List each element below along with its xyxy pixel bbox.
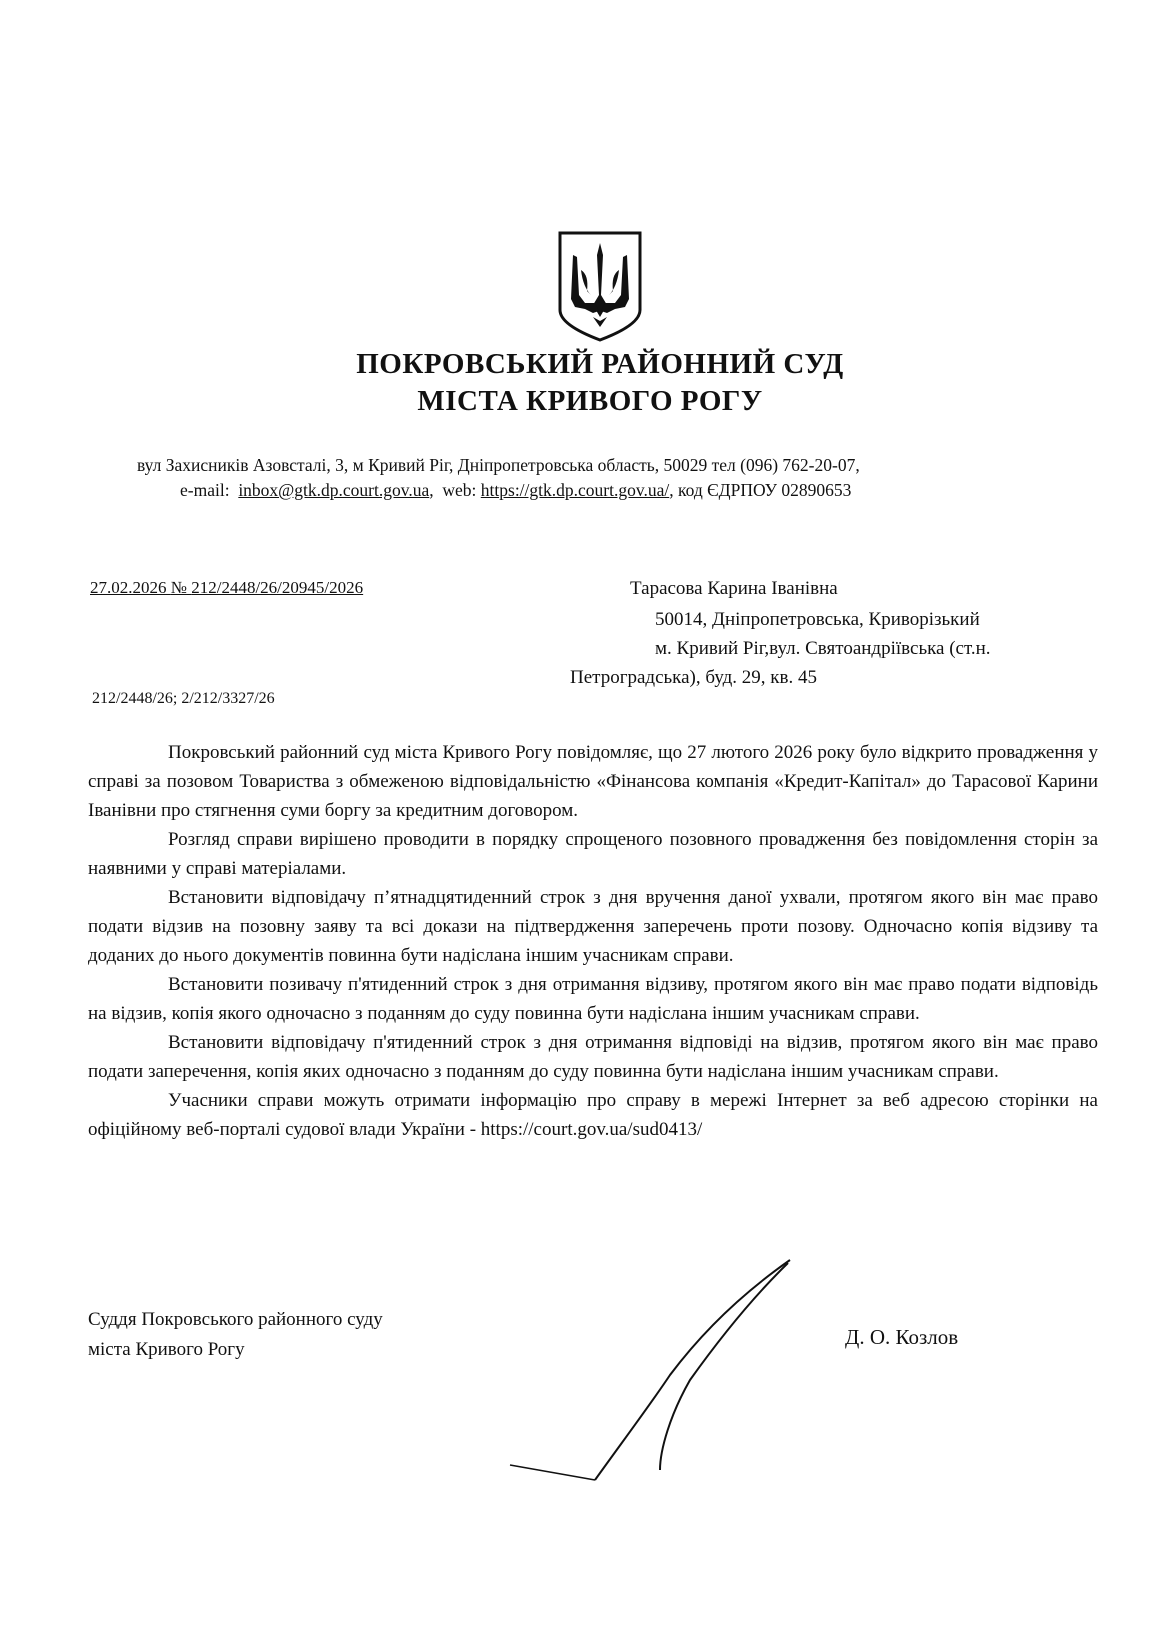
body-paragraph: Розгляд справи вирішено проводити в порядку спрощеного позовного провадження без повідомлення сторін за наявними у справі матеріалами. xyxy=(88,829,1098,879)
court-address: вул Захисників Азовсталі, 3, м Кривий Ріг, Дніпропетровська область, 50029 тел (096) 762-20-07, xyxy=(137,455,860,475)
email-link[interactable]: inbox@gtk.dp.court.gov.ua xyxy=(238,480,430,500)
recipient-address-line: м. Кривий Ріг,вул. Святоандріївська (ст.н. xyxy=(655,638,991,659)
court-contacts: e-mail: inbox@gtk.dp.court.gov.ua, web: https://gtk.dp.court.gov.ua/, код ЄДРПОУ 02890653 xyxy=(180,480,852,500)
body-paragraph: Покровський районний суд міста Кривого Рогу повідомляє, що 27 лютого 2026 року було відкрито провадження у справі за позовом Товариства з обмеженою відповідальністю «Фінансова компанія «Кредит-Капітал» до Тарасової Карини Іванівни про стягнення суми боргу за кредитним договором. xyxy=(88,742,1098,821)
body-paragraph: Встановити відповідачу п'ятиденний строк з дня отримання відповіді на відзив, протягом якого він має право подати заперечення, копія яких одночасно з поданням до суду повинна бути надіслана іншим учасникам справи. xyxy=(88,1032,1098,1082)
recipient-address-line: 50014, Дніпропетровська, Криворізький xyxy=(655,609,980,630)
web-link[interactable]: https://gtk.dp.court.gov.ua/ xyxy=(480,480,670,500)
notice-body xyxy=(88,738,1098,1144)
judge-title-line: Суддя Покровського районного суду xyxy=(88,1309,383,1330)
reference-number: 212/2448/26/20945/2026 xyxy=(191,578,364,597)
judge-name: Д. О. Козлов xyxy=(845,1325,959,1349)
email-label: e-mail: xyxy=(180,480,230,500)
trident-emblem-icon xyxy=(555,225,645,345)
edrpou-code: код ЄДРПОУ 02890653 xyxy=(677,480,852,500)
recipient-address-line: Петроградська), буд. 29, кв. 45 xyxy=(570,667,817,688)
body-paragraph: Учасники справи можуть отримати інформацію про справу в мережі Інтернет за веб адресою сторінки на офіційному веб-порталі судової влади України - https://court.gov.ua/sud0413/ xyxy=(88,1090,1098,1140)
handwritten-signature-icon xyxy=(500,1255,810,1490)
court-city-title: МІСТА КРИВОГО РОГУ xyxy=(417,385,763,417)
case-numbers: 212/2448/26; 2/212/3327/26 xyxy=(92,690,275,707)
outgoing-reference xyxy=(90,578,363,598)
number-sign: № xyxy=(170,578,187,597)
court-name-title: ПОКРОВСЬКИЙ РАЙОННИЙ СУД xyxy=(356,348,844,380)
judge-title-line: міста Кривого Рогу xyxy=(88,1339,245,1360)
body-paragraph: Встановити позивачу п'ятиденний строк з дня отримання відзиву, протягом якого він має право подати відповідь на відзив, копія якого одночасно з поданням до суду повинна бути надіслана іншим учасникам справи. xyxy=(88,974,1098,1024)
reference-date: 27.02.2026 xyxy=(90,578,167,597)
judge-title xyxy=(88,1305,383,1365)
recipient-name: Тарасова Карина Іванівна xyxy=(630,578,838,599)
body-paragraph: Встановити відповідачу п’ятнадцятиденний строк з дня вручення даної ухвали, протягом якого він має право подати відзив на позовну заяву та всі докази на підтвердження заперечень проти позову. Одночасно копія відзиву та доданих до нього документів повинна бути надіслана іншим учасникам справи. xyxy=(88,887,1098,966)
web-label: web: xyxy=(442,480,477,500)
